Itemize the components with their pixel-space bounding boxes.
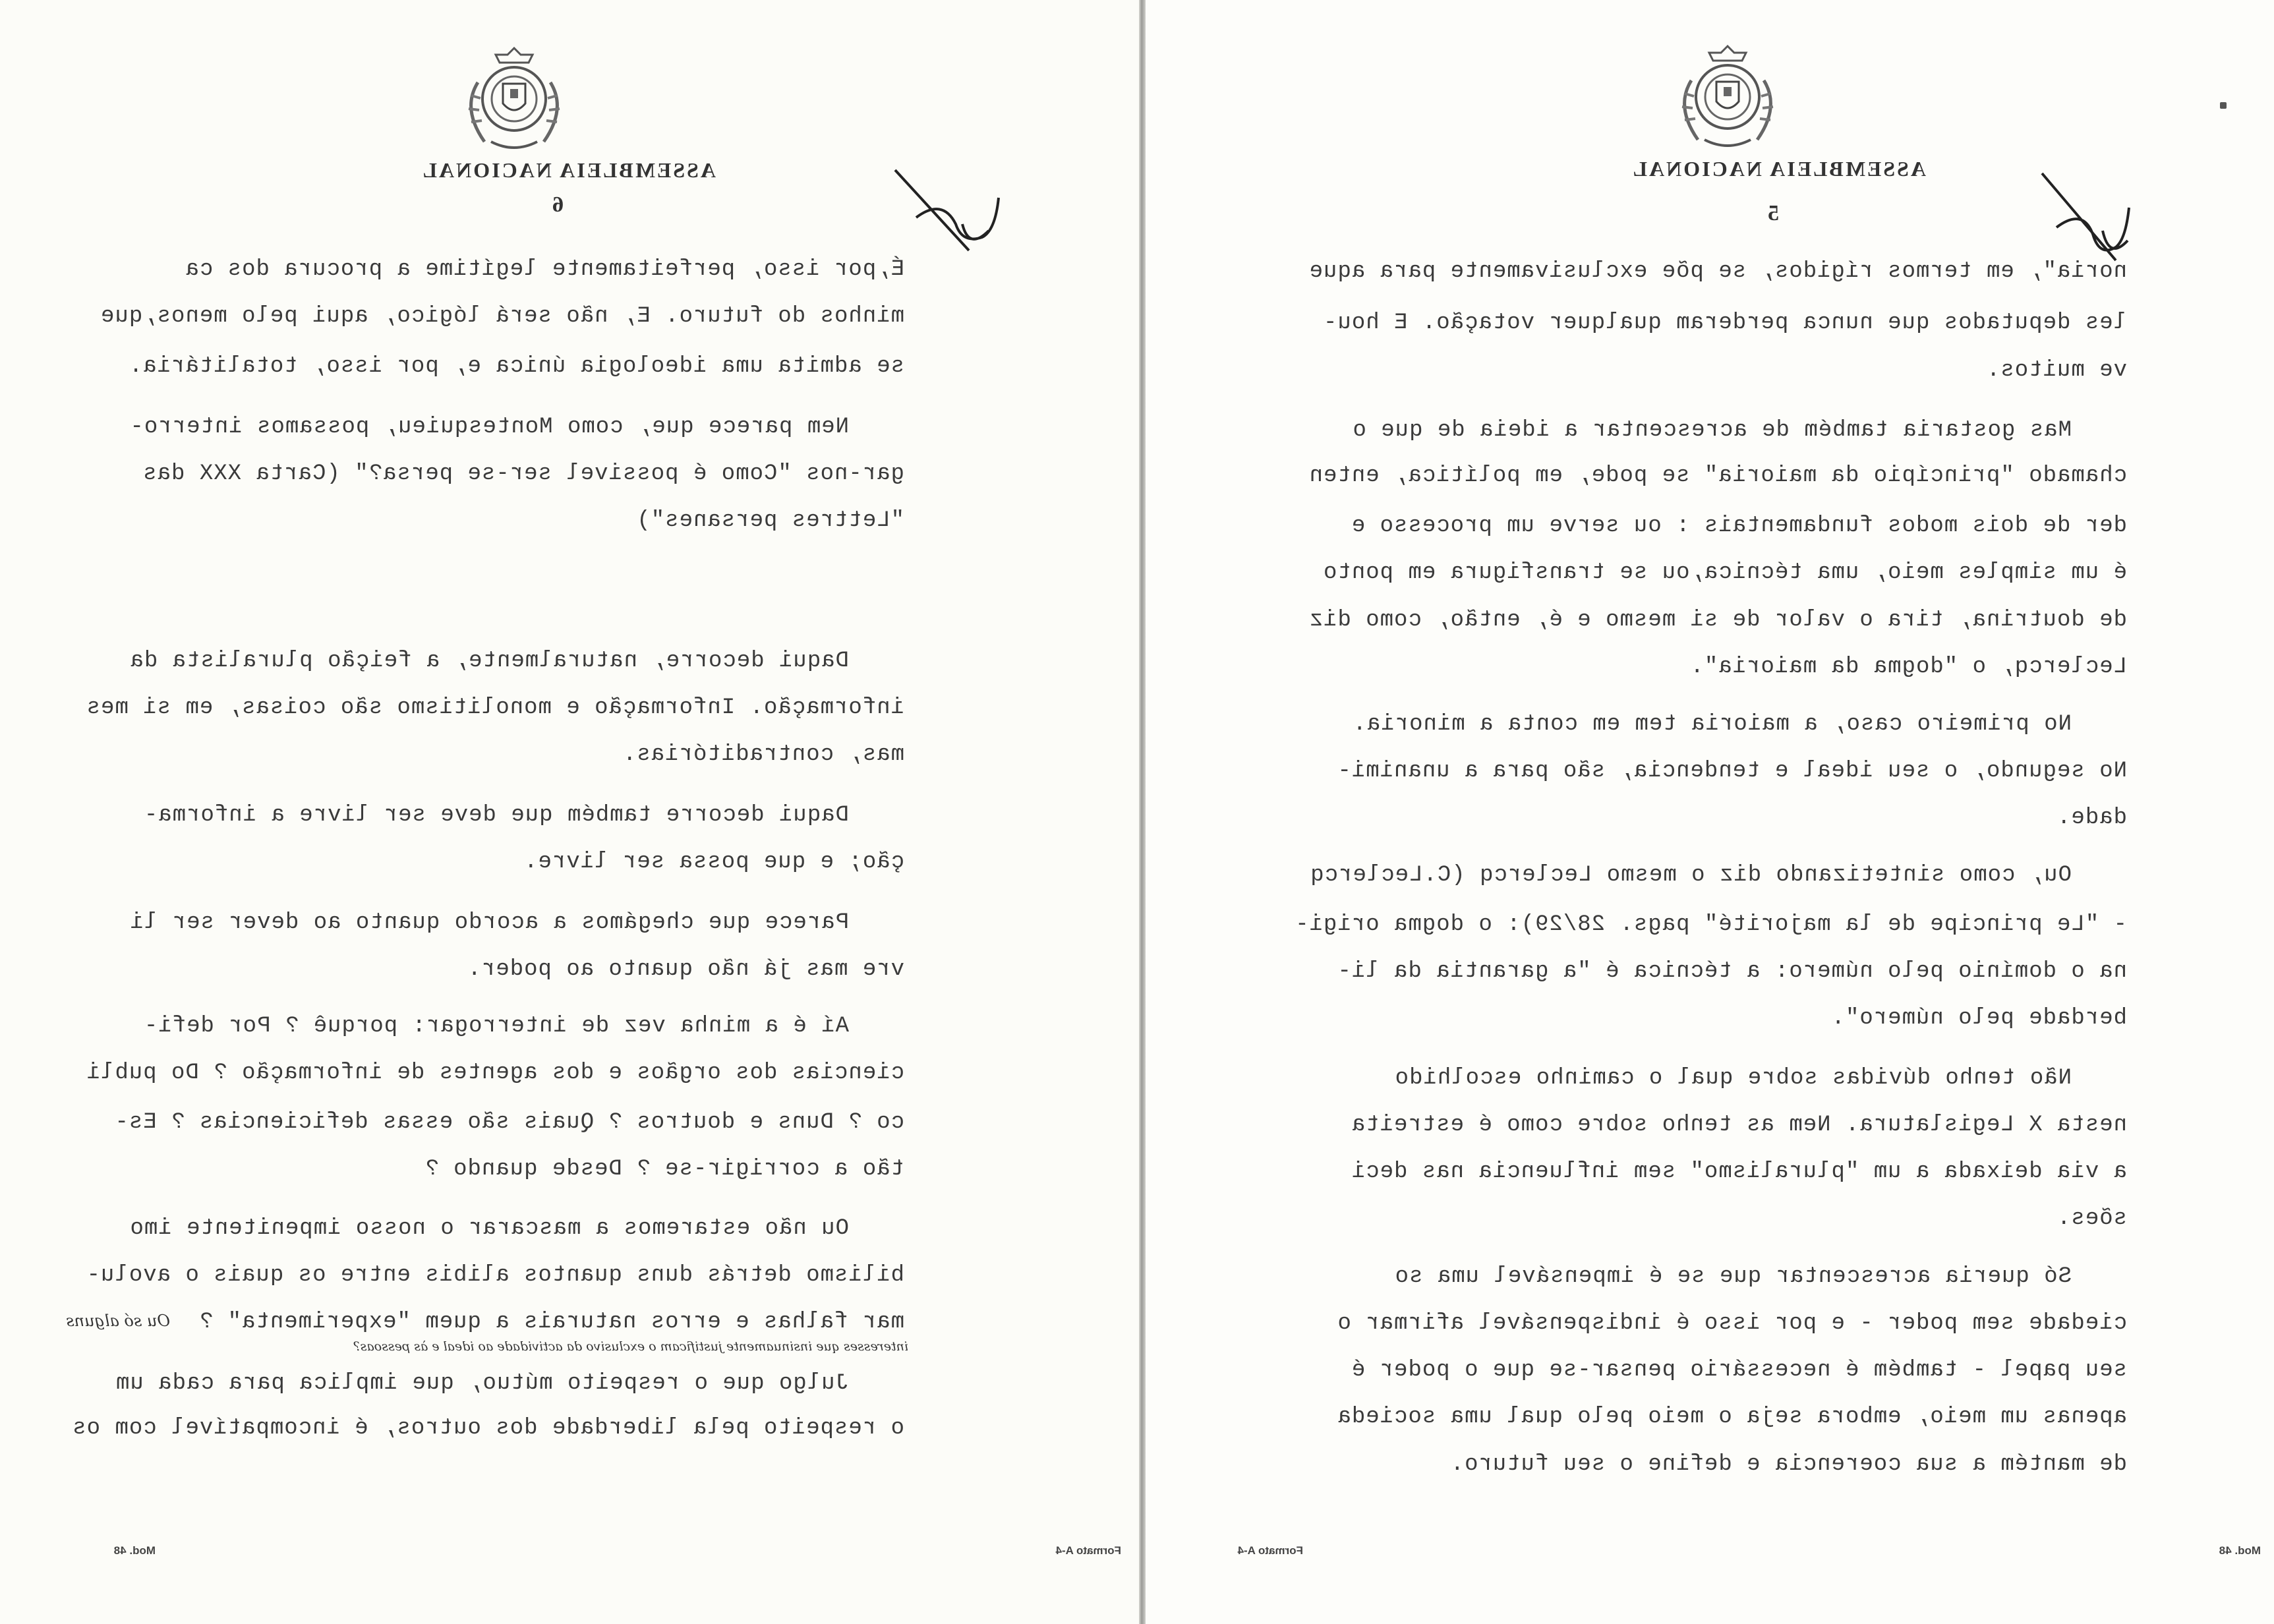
text-line: informação. Informação e monolitismo são coisas, em si mes	[86, 695, 904, 720]
text-line: Ou, como sintetizando diz o mesmo Leclercq (C.Leclercq	[1310, 863, 2072, 888]
footer-mod: Mod. 48	[2219, 1544, 2261, 1557]
text-line: de doutrina, tira o valor de si mesmo e é, então, como diz	[1308, 608, 2127, 633]
text-line: de mantém a sua coerencia e define o seu futuro.	[1449, 1452, 2127, 1477]
text-line: Daqui decorre também que deve ser livre a informa-	[143, 803, 849, 828]
handwritten-note: interesses que insinuamente justificam o exclusivo da actividade ao ideal e às pessoas?	[353, 1339, 908, 1354]
text-line: ciedade sem poder - e por isso é indispensável afirmar o	[1337, 1311, 2127, 1336]
text-line: sões.	[2056, 1206, 2127, 1231]
footer-mod: Mod. 48	[113, 1544, 156, 1557]
text-line: Daqui decorre, naturalmente, a feição pluralista da	[129, 649, 849, 674]
text-line: dade.	[2056, 805, 2127, 830]
text-line: "Lettres persanes")	[636, 508, 904, 533]
signature-icon	[890, 165, 1015, 297]
text-line: é um simples meio, uma técnica,ou se transfigura em ponto	[1323, 560, 2127, 585]
footer-format: Formato A-4	[1237, 1544, 1303, 1557]
text-line: - "Le principe de la majorité" pags. 28/29): o dogma origi-	[1295, 912, 2127, 937]
text-line: noria", em termos rígidos, se põe exclusivamente para aque	[1308, 259, 2127, 284]
text-line: berdade pelo número".	[1830, 1006, 2127, 1031]
text-line: chamado "princípio da maioria" se pode, em política, enten	[1308, 463, 2127, 488]
text-line: co ? Duns e doutros ? Quais são essas deficiencias ? Es-	[114, 1110, 904, 1135]
text-line: bilismo detrás duns quantos alibis entre os quais o avolu-	[86, 1263, 904, 1288]
text-line: ve muitos.	[1985, 358, 2127, 383]
text-line: les deputados que nunca perderam qualquer votação. E hou-	[1323, 310, 2127, 335]
coat-of-arms-icon	[445, 43, 583, 155]
text-line: mar falhas e erros naturais a quem "experimenta" ?	[198, 1310, 904, 1335]
text-line: o respeito pela liberdade dos outros, é incompatível com os	[72, 1416, 904, 1441]
text-line: a via deixada a um "pluralismo" sem influencia nas deci	[1351, 1159, 2127, 1184]
handwritten-note: Ou só alguns	[66, 1312, 170, 1330]
text-line: ciencias dos orgãos e dos agentes de informação ? Do publi	[86, 1060, 904, 1086]
page-number: 5	[1768, 201, 1779, 225]
page-gutter	[1139, 0, 1146, 1624]
text-line: Julgo que o respeito mútuo, que implica para cada um	[115, 1371, 849, 1396]
right-page	[1146, 0, 2274, 1624]
ink-speck	[2220, 102, 2227, 109]
coat-of-arms-icon	[1658, 41, 1797, 153]
text-line: Ou não estaremos a mascarar o nosso impenitente imo	[129, 1216, 849, 1241]
text-line: se admita uma ideologia única e, por isso, totalitária.	[128, 354, 904, 379]
text-line: na o domínio pelo número: a técnica é "a garantia da li-	[1337, 959, 2127, 984]
text-line: Só queria acrescentar que se é impensável uma so	[1394, 1264, 2072, 1289]
text-line: Leclercq, o "dogma da maioria".	[1689, 654, 2127, 680]
org-title: ASSEMBLEIA NACIONAL	[421, 158, 716, 182]
text-line: Parece que chegámos a acordo quanto ao dever ser li	[129, 910, 849, 935]
org-title: ASSEMBLEIA NACIONAL	[1631, 157, 1926, 181]
text-line: gar-nos "Como é possivel ser-se persa?" (Carta XXX das	[142, 461, 904, 486]
text-line: Aí é a minha vez de interrogar: porquê ? Por defi-	[143, 1014, 849, 1039]
text-line: Nem parece que, como Montesquieu, possamos interro-	[129, 415, 849, 440]
signature-icon	[2037, 168, 2149, 306]
footer-format: Formato A-4	[1055, 1544, 1121, 1557]
text-line: Não tenho dúvidas sobre qual o caminho escolhido	[1394, 1066, 2072, 1091]
text-line: seu papel - também é necessário pensar-se que o poder é	[1351, 1358, 2127, 1383]
text-line: ção; e que possa ser livre.	[523, 850, 904, 875]
text-line: mas, contraditórias.	[622, 742, 904, 767]
text-line: apenas um meio, embora seja o meio pelo qual uma socieda	[1337, 1405, 2127, 1430]
text-line: minhos do futuro. E, não será lógico, aqui pelo menos,que	[100, 304, 904, 329]
text-line: É,por isso, perfeitamente legítime a procura dos ca	[185, 257, 904, 282]
text-line: tão a corrigir-se ? Desde quando ?	[424, 1157, 904, 1182]
text-line: der de dois modos fundamentais : ou serve um processo e	[1351, 513, 2127, 538]
text-line: No segundo, o seu ideal e tendencia, são para a unanimi-	[1337, 759, 2127, 784]
page-number: 6	[552, 192, 564, 217]
text-line: No primeiro caso, a maioria tem em conta a minoria.	[1352, 712, 2072, 737]
text-line: Mas gostaria também de acrescentar a ideia de que o	[1352, 418, 2072, 443]
text-line: nesta X Legislatura. Nem as tenho sobre como é estreita	[1351, 1113, 2127, 1138]
text-line: vre mas já não quanto ao poder.	[467, 957, 904, 982]
